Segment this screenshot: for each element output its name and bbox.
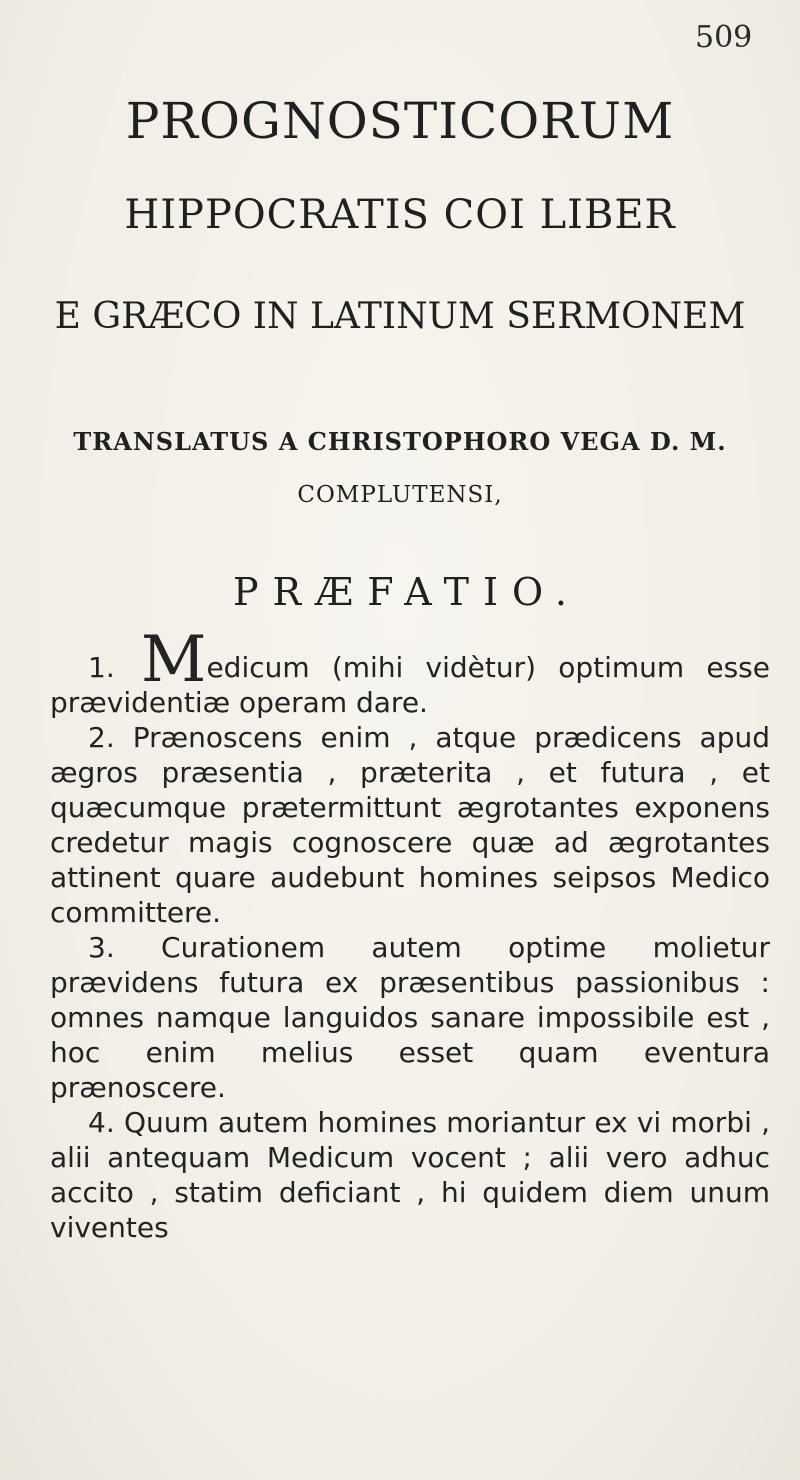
title-translation: E GRÆCO IN LATINUM SERMONEM bbox=[54, 296, 746, 337]
title-translator: TRANSLATUS A CHRISTOPHORO VEGA D. M. bbox=[73, 427, 727, 456]
paragraph-4 bbox=[50, 1105, 770, 1245]
paragraph-text: Quum autem homines moriantur ex vi morbi , alii antequam Medicum vocent ; alii vero adhuc accito , statim deficiant , hi quidem diem unum viventes bbox=[50, 1106, 770, 1244]
paragraph-number: 3. bbox=[88, 931, 115, 964]
paragraph-text: edicum (mihi vidètur) optimum esse prævidentiæ operam dare. bbox=[50, 651, 771, 719]
title-author: HIPPOCRATIS COI LIBER bbox=[124, 192, 676, 238]
body-text bbox=[50, 623, 771, 1245]
section-heading: PRÆFATIO. bbox=[232, 570, 581, 614]
paragraph-3 bbox=[50, 930, 770, 1105]
paragraph-number: 2. bbox=[88, 721, 115, 754]
drop-cap-initial: M bbox=[140, 623, 207, 697]
paragraph-number: 1. bbox=[88, 651, 115, 684]
paragraph-number: 4. bbox=[88, 1106, 115, 1139]
title-place: COMPLUTENSI, bbox=[297, 482, 503, 508]
paragraph-2 bbox=[50, 720, 770, 930]
paragraph-text: Prænoscens enim , atque prædicens apud ægros præsentia , præterita , et futura , et quæcumque prætermittunt ægrotantes exponens credetur magis cognoscere quæ ad ægrotantes attinent quare audebunt homines seipsos Medico committere. bbox=[50, 721, 770, 929]
title-main: PROGNOSTICORUM bbox=[125, 92, 675, 150]
paragraph-text: Curationem autem optime molietur prævidens futura ex præsentibus passionibus : omnes namque languidos sanare impossibile est , hoc enim melius esset quam eventura prænoscere. bbox=[50, 931, 771, 1104]
page-number: 509 bbox=[695, 20, 753, 55]
paragraph-1 bbox=[50, 623, 771, 720]
